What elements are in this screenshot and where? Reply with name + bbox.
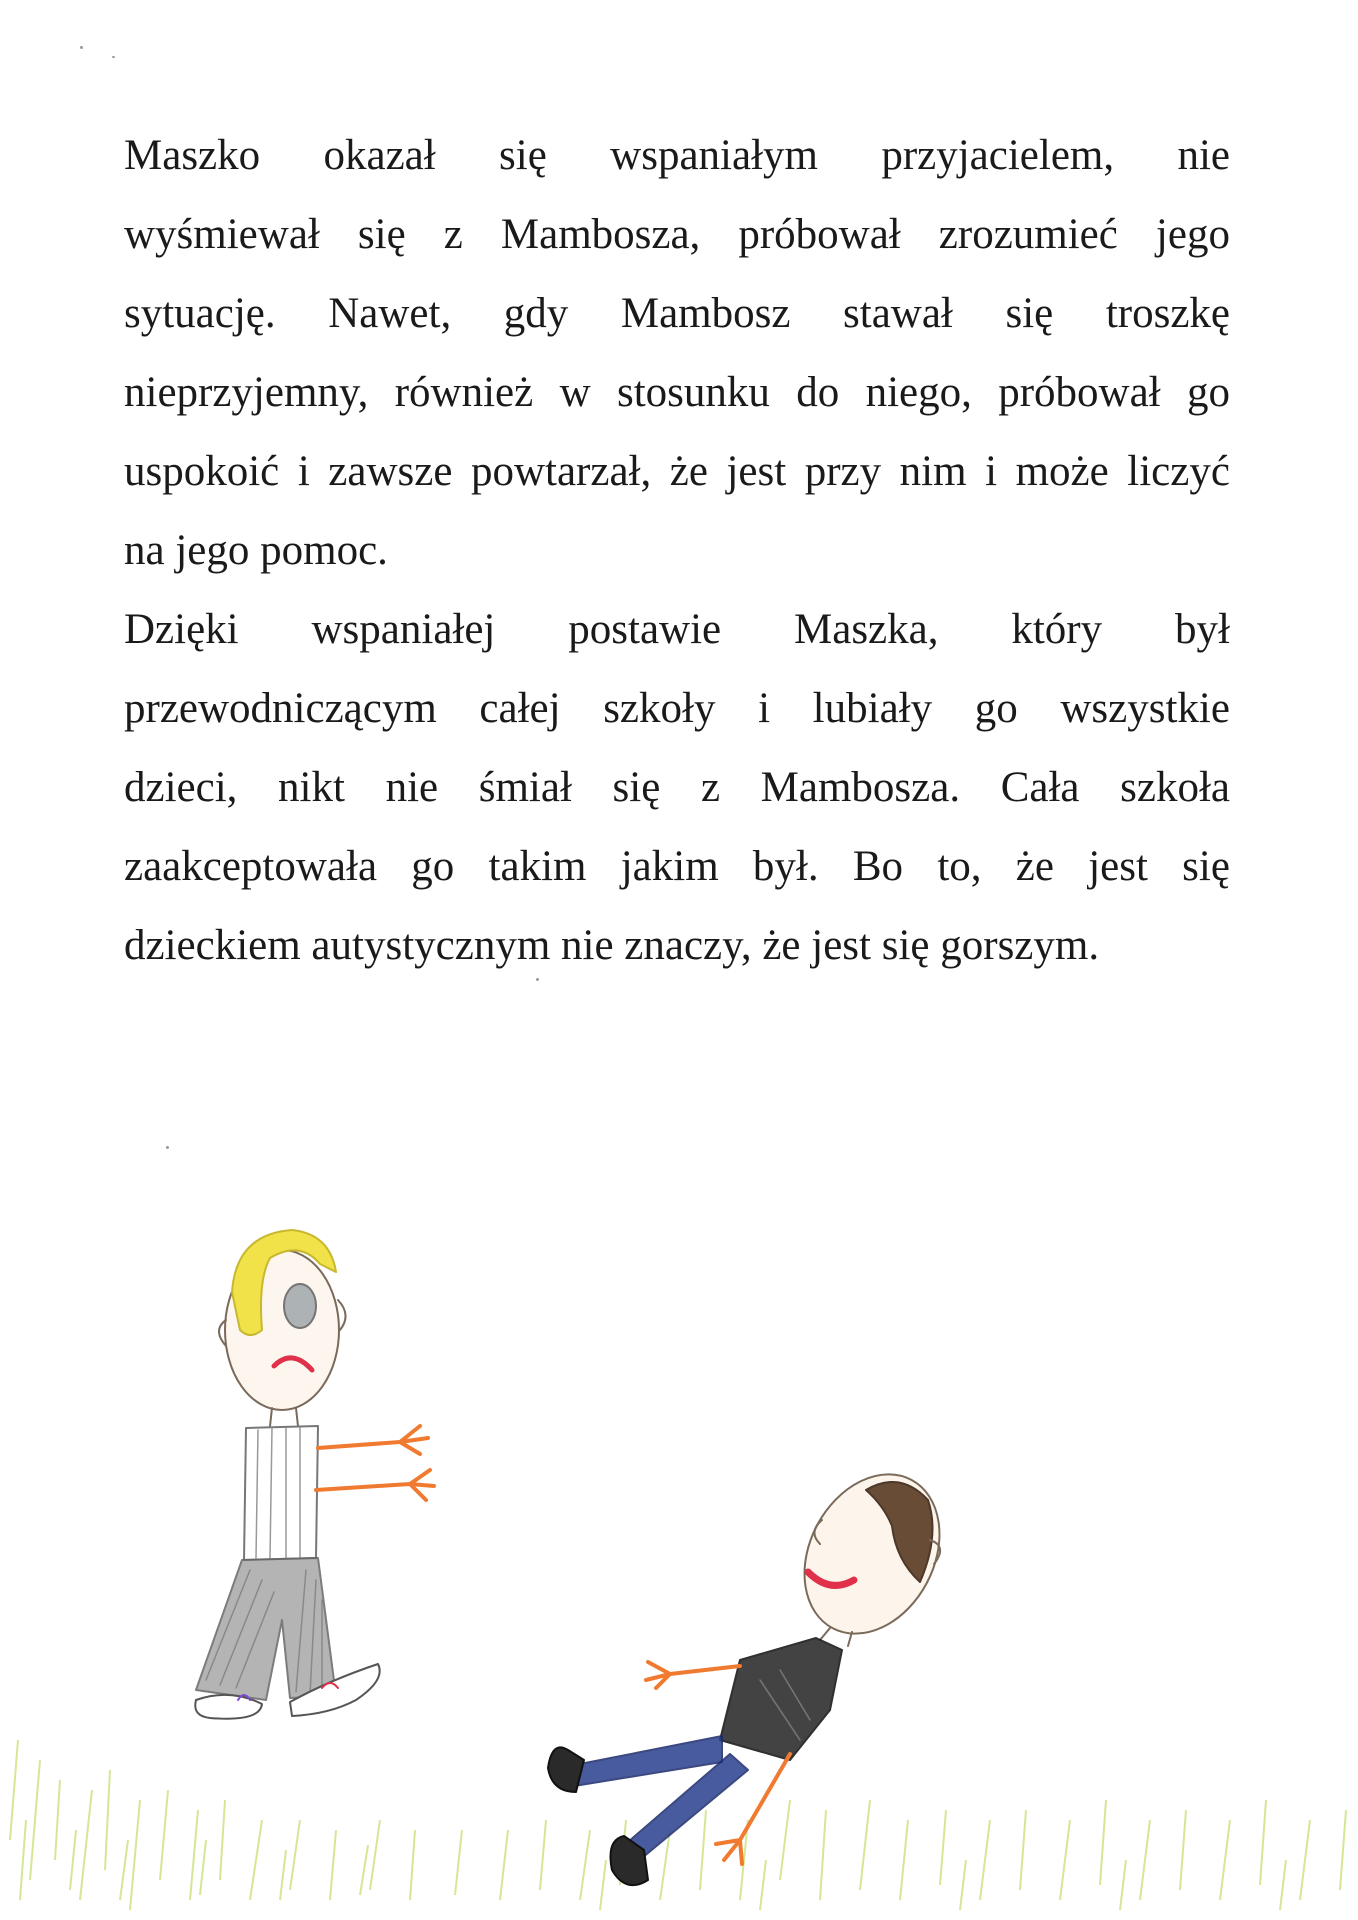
word: śmiał [478, 764, 572, 811]
word: liczyć [1127, 448, 1230, 495]
word: z [700, 764, 721, 811]
word: troszkę [1105, 290, 1230, 337]
text-line [124, 590, 1230, 669]
word: to, [937, 843, 982, 890]
word: i [297, 448, 310, 495]
word: nim [899, 448, 967, 495]
word: postawie [568, 606, 722, 653]
word: z [443, 211, 463, 258]
word: może [1015, 448, 1109, 495]
word: Nawet, [328, 290, 452, 337]
word: jest [726, 448, 787, 495]
word: nie [385, 764, 439, 811]
word: zaakceptowała [124, 843, 378, 890]
word: lubiały [812, 685, 933, 732]
word: go [974, 685, 1018, 732]
text-line [124, 432, 1230, 511]
word: się [1005, 290, 1054, 337]
word: niego, [865, 369, 972, 416]
word: i [985, 448, 998, 495]
leaning-boy-shoe-1 [548, 1747, 584, 1792]
word: wyśmiewał [124, 211, 320, 258]
word: stosunku [616, 369, 770, 416]
scan-speck [112, 56, 115, 58]
standing-boy [195, 1230, 434, 1719]
word: nieprzyjemny, [124, 369, 369, 416]
word: Dzięki [124, 606, 239, 653]
word: był. [752, 843, 819, 890]
text-line [124, 274, 1230, 353]
word: który [1011, 606, 1103, 653]
word: i [758, 685, 771, 732]
word: jakim [620, 843, 719, 890]
word: się [1182, 843, 1230, 890]
word: nie [1177, 132, 1230, 179]
word: był [1175, 606, 1230, 653]
text-line [124, 827, 1230, 906]
text-line [124, 353, 1230, 432]
word: próbował [998, 369, 1161, 416]
leaning-boy-jacket [720, 1638, 842, 1760]
word: się [612, 764, 661, 811]
word: Maszka, [794, 606, 939, 653]
text-line-last: na jego pomoc. [124, 527, 388, 574]
word: takim [488, 843, 587, 890]
word: go [411, 843, 455, 890]
standing-boy-glasses [284, 1284, 316, 1328]
word: całej [479, 685, 561, 732]
leaning-boy [548, 1451, 966, 1885]
word: okazał [323, 132, 436, 179]
word: również [394, 369, 534, 416]
word: powtarzał, [470, 448, 652, 495]
text-line [124, 748, 1230, 827]
text-line [124, 669, 1230, 748]
word: Mambosza. [760, 764, 961, 811]
word: szkoły [603, 685, 716, 732]
word: uspokoić [124, 448, 280, 495]
scan-speck [536, 978, 539, 981]
illustration [0, 1180, 1358, 1920]
word: próbował [738, 211, 901, 258]
word: jest [1088, 843, 1148, 890]
word: Mambosza, [500, 211, 701, 258]
word: Bo [852, 843, 904, 890]
word: się [357, 211, 406, 258]
word: sytuację. [124, 290, 276, 337]
word: że [669, 448, 708, 495]
word: zawsze [328, 448, 453, 495]
story-text [124, 116, 1230, 985]
word: Maszko [124, 132, 261, 179]
word: się [499, 132, 547, 179]
word: szkoła [1120, 764, 1230, 811]
standing-boy-trousers [196, 1558, 336, 1700]
word: nikt [278, 764, 345, 811]
standing-boy-arm-lower [316, 1470, 434, 1500]
word: jego [1155, 211, 1230, 258]
scan-speck [80, 46, 83, 49]
word: przyjacielem, [881, 132, 1115, 179]
word: wspaniałym [610, 132, 818, 179]
word: wszystkie [1060, 685, 1230, 732]
text-line-last: dzieckiem autystycznym nie znaczy, że jest się gorszym. [124, 922, 1100, 969]
word: że [1015, 843, 1054, 890]
paragraph-2 [124, 590, 1230, 985]
text-line [124, 116, 1230, 195]
text-line [124, 195, 1230, 274]
word: go [1186, 369, 1230, 416]
standing-boy-shirt [244, 1426, 318, 1560]
word: w [559, 369, 591, 416]
word: zrozumieć [938, 211, 1118, 258]
leaning-boy-head [778, 1451, 966, 1658]
word: wspaniałej [311, 606, 496, 653]
word: przewodniczącym [124, 685, 437, 732]
word: gdy [503, 290, 569, 337]
word: Cała [1000, 764, 1080, 811]
standing-boy-arm-upper [318, 1426, 428, 1454]
paragraph-1 [124, 116, 1230, 590]
leaning-boy-arm-upper [646, 1662, 740, 1688]
leaning-boy-jeans-leg-1 [574, 1736, 722, 1786]
word: przy [804, 448, 882, 495]
word: do [796, 369, 840, 416]
scan-speck [166, 1146, 169, 1149]
word: Mambosz [620, 290, 791, 337]
word: dzieci, [124, 764, 238, 811]
word: stawał [843, 290, 953, 337]
